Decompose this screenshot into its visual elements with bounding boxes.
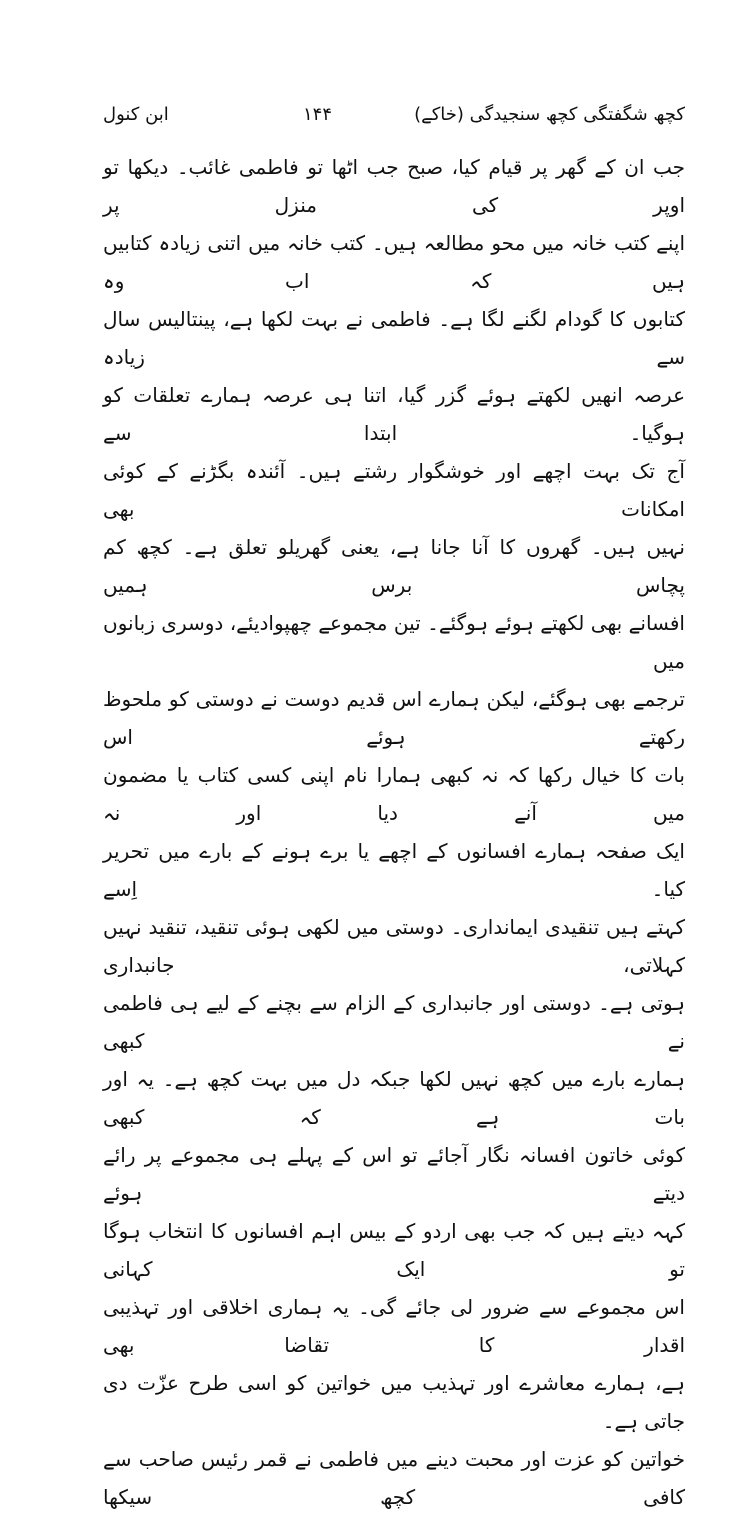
author-name: ابن کنول [103, 104, 169, 125]
text-line: ایک صفحہ ہمارے افسانوں کے اچھے یا برے ہونے کے بارے میں تحریر کیا۔ اِسے [103, 839, 685, 901]
text-line: کہتے ہیں تنقیدی ایمانداری۔ دوستی میں لکھی ہوئی تنقید، تنقید نہیں کہلاتی، جانبداری [103, 915, 685, 977]
text-line: نہیں ہیں۔ گھروں کا آنا جانا ہے، یعنی گھریلو تعلق ہے۔ کچھ کم پچاس برس ہمیں [103, 535, 685, 597]
text-line: آج تک بہت اچھے اور خوشگوار رشتے ہیں۔ آئندہ بگڑنے کے کوئی امکانات بھی [103, 459, 685, 521]
text-line: عرصہ انھیں لکھتے ہوئے گزر گیا، اتنا ہی عرصہ ہمارے تعلقات کو ہوگیا۔ ابتدا سے [103, 383, 685, 445]
text-line: افسانے بھی لکھتے ہوئے ہوگئے۔ تین مجموعے چھپوادیئے، دوسری زبانوں میں [103, 611, 685, 673]
text-line: خواتین کو عزت اور محبت دینے میں فاطمی نے قمر رئیس صاحب سے کافی کچھ سیکھا [103, 1447, 685, 1509]
text-line: ترجمے بھی ہوگئے، لیکن ہمارے اس قدیم دوست نے دوستی کو ملحوظ رکھتے ہوئے اس [103, 687, 685, 749]
text-line: کہہ دیتے ہیں کہ جب بھی اردو کے بیس اہم افسانوں کا انتخاب ہوگا تو ایک کہانی [103, 1219, 685, 1281]
page-body-text [103, 148, 685, 1516]
running-header [103, 100, 685, 130]
text-line: جب ان کے گھر پر قیام کیا، صبح جب اٹھا تو فاطمی غائب۔ دیکھا تو اوپر کی منزل پر [103, 155, 685, 217]
text-line: ہوتی ہے۔ دوستی اور جانبداری کے الزام سے بچنے کے لیے ہی فاطمی نے کبھی [103, 991, 685, 1053]
text-line: ہمارے بارے میں کچھ نہیں لکھا جبکہ دل میں بہت کچھ ہے۔ یہ اور بات ہے کہ کبھی [103, 1067, 685, 1129]
text-line: اس مجموعے سے ضرور لی جائے گی۔ یہ ہماری اخلاقی اور تہذیبی اقدار کا تقاضا بھی [103, 1295, 685, 1357]
text-line: ہے، ہمارے معاشرے اور تہذیب میں خواتین کو اسی طرح عزّت دی جاتی ہے۔ [103, 1371, 685, 1433]
text-line: بات کا خیال رکھا کہ نہ کبھی ہمارا نام اپنی کسی کتاب یا مضمون میں آنے دیا اور نہ [103, 763, 685, 825]
text-line: اپنے کتب خانہ میں محو مطالعہ ہیں۔ کتب خانہ میں اتنی زیادہ کتابیں ہیں کہ اب وہ [103, 231, 685, 293]
page-number: ۱۴۴ [303, 104, 333, 125]
text-line: کوئی خاتون افسانہ نگار آجائے تو اس کے پہلے ہی مجموعے پر رائے دیتے ہوئے [103, 1143, 685, 1205]
book-title: کچھ شگفتگی کچھ سنجیدگی (خاکے) [414, 104, 685, 125]
text-line: کتابوں کا گودام لگنے لگا ہے۔ فاطمی نے بہت لکھا ہے، پینتالیس سال سے زیادہ [103, 307, 685, 369]
